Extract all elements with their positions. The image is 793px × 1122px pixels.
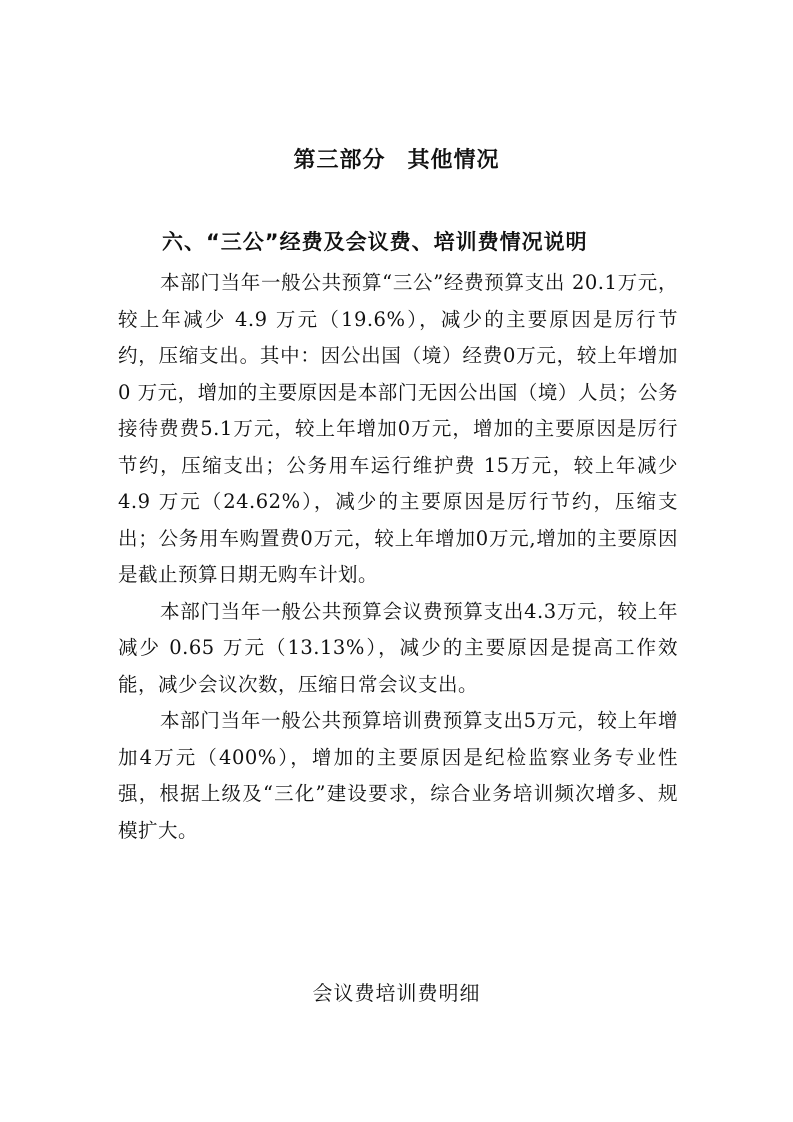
paragraph-meeting-expenses: 本部门当年一般公共预算会议费预算支出4.3万元，较上年减少 0.65 万元（13.13%），减少的主要原因是提高工作效能，减少会议次数，压缩日常会议支出。 bbox=[118, 599, 678, 696]
part-title-name: 其他情况 bbox=[407, 148, 500, 173]
paragraph-three-public-expenses: 本部门当年一般公共预算“三公”经费预算支出 20.1万元，较上年减少 4.9 万元（19.6%），减少的主要原因是厉行节约，压缩支出。其中：因公出国（境）经费0万元，较上年增加 0 万元，增加的主要原因是本部门无因公出国（境）人员；公务接待费费5.1万元，较上年增加0万元，增加的主要原因是厉行节约，压缩支出；公务用车运行维护费 15万元，较上年减少 4.9 万元（24.62%），减少的主要原因是厉行节约，压缩支出；公务用车购置费0万元，较上年增加0万元,增加的主要原因是截止预算日期无购车计划。 bbox=[118, 271, 678, 586]
paragraph-training-expenses: 本部门当年一般公共预算培训费预算支出5万元，较上年增加4万元（400%），增加的主要原因是纪检监察业务专业性强，根据上级及“三化”建设要求，综合业务培训频次增多、规模扩大。 bbox=[118, 709, 678, 842]
body-text bbox=[118, 265, 678, 849]
table-title: 会议费培训费明细 bbox=[312, 981, 481, 1005]
part-title-number: 第三部分 bbox=[293, 148, 386, 173]
section-heading: 六、“三公”经费及会议费、培训费情况说明 bbox=[162, 230, 588, 254]
part-title bbox=[0, 143, 793, 174]
